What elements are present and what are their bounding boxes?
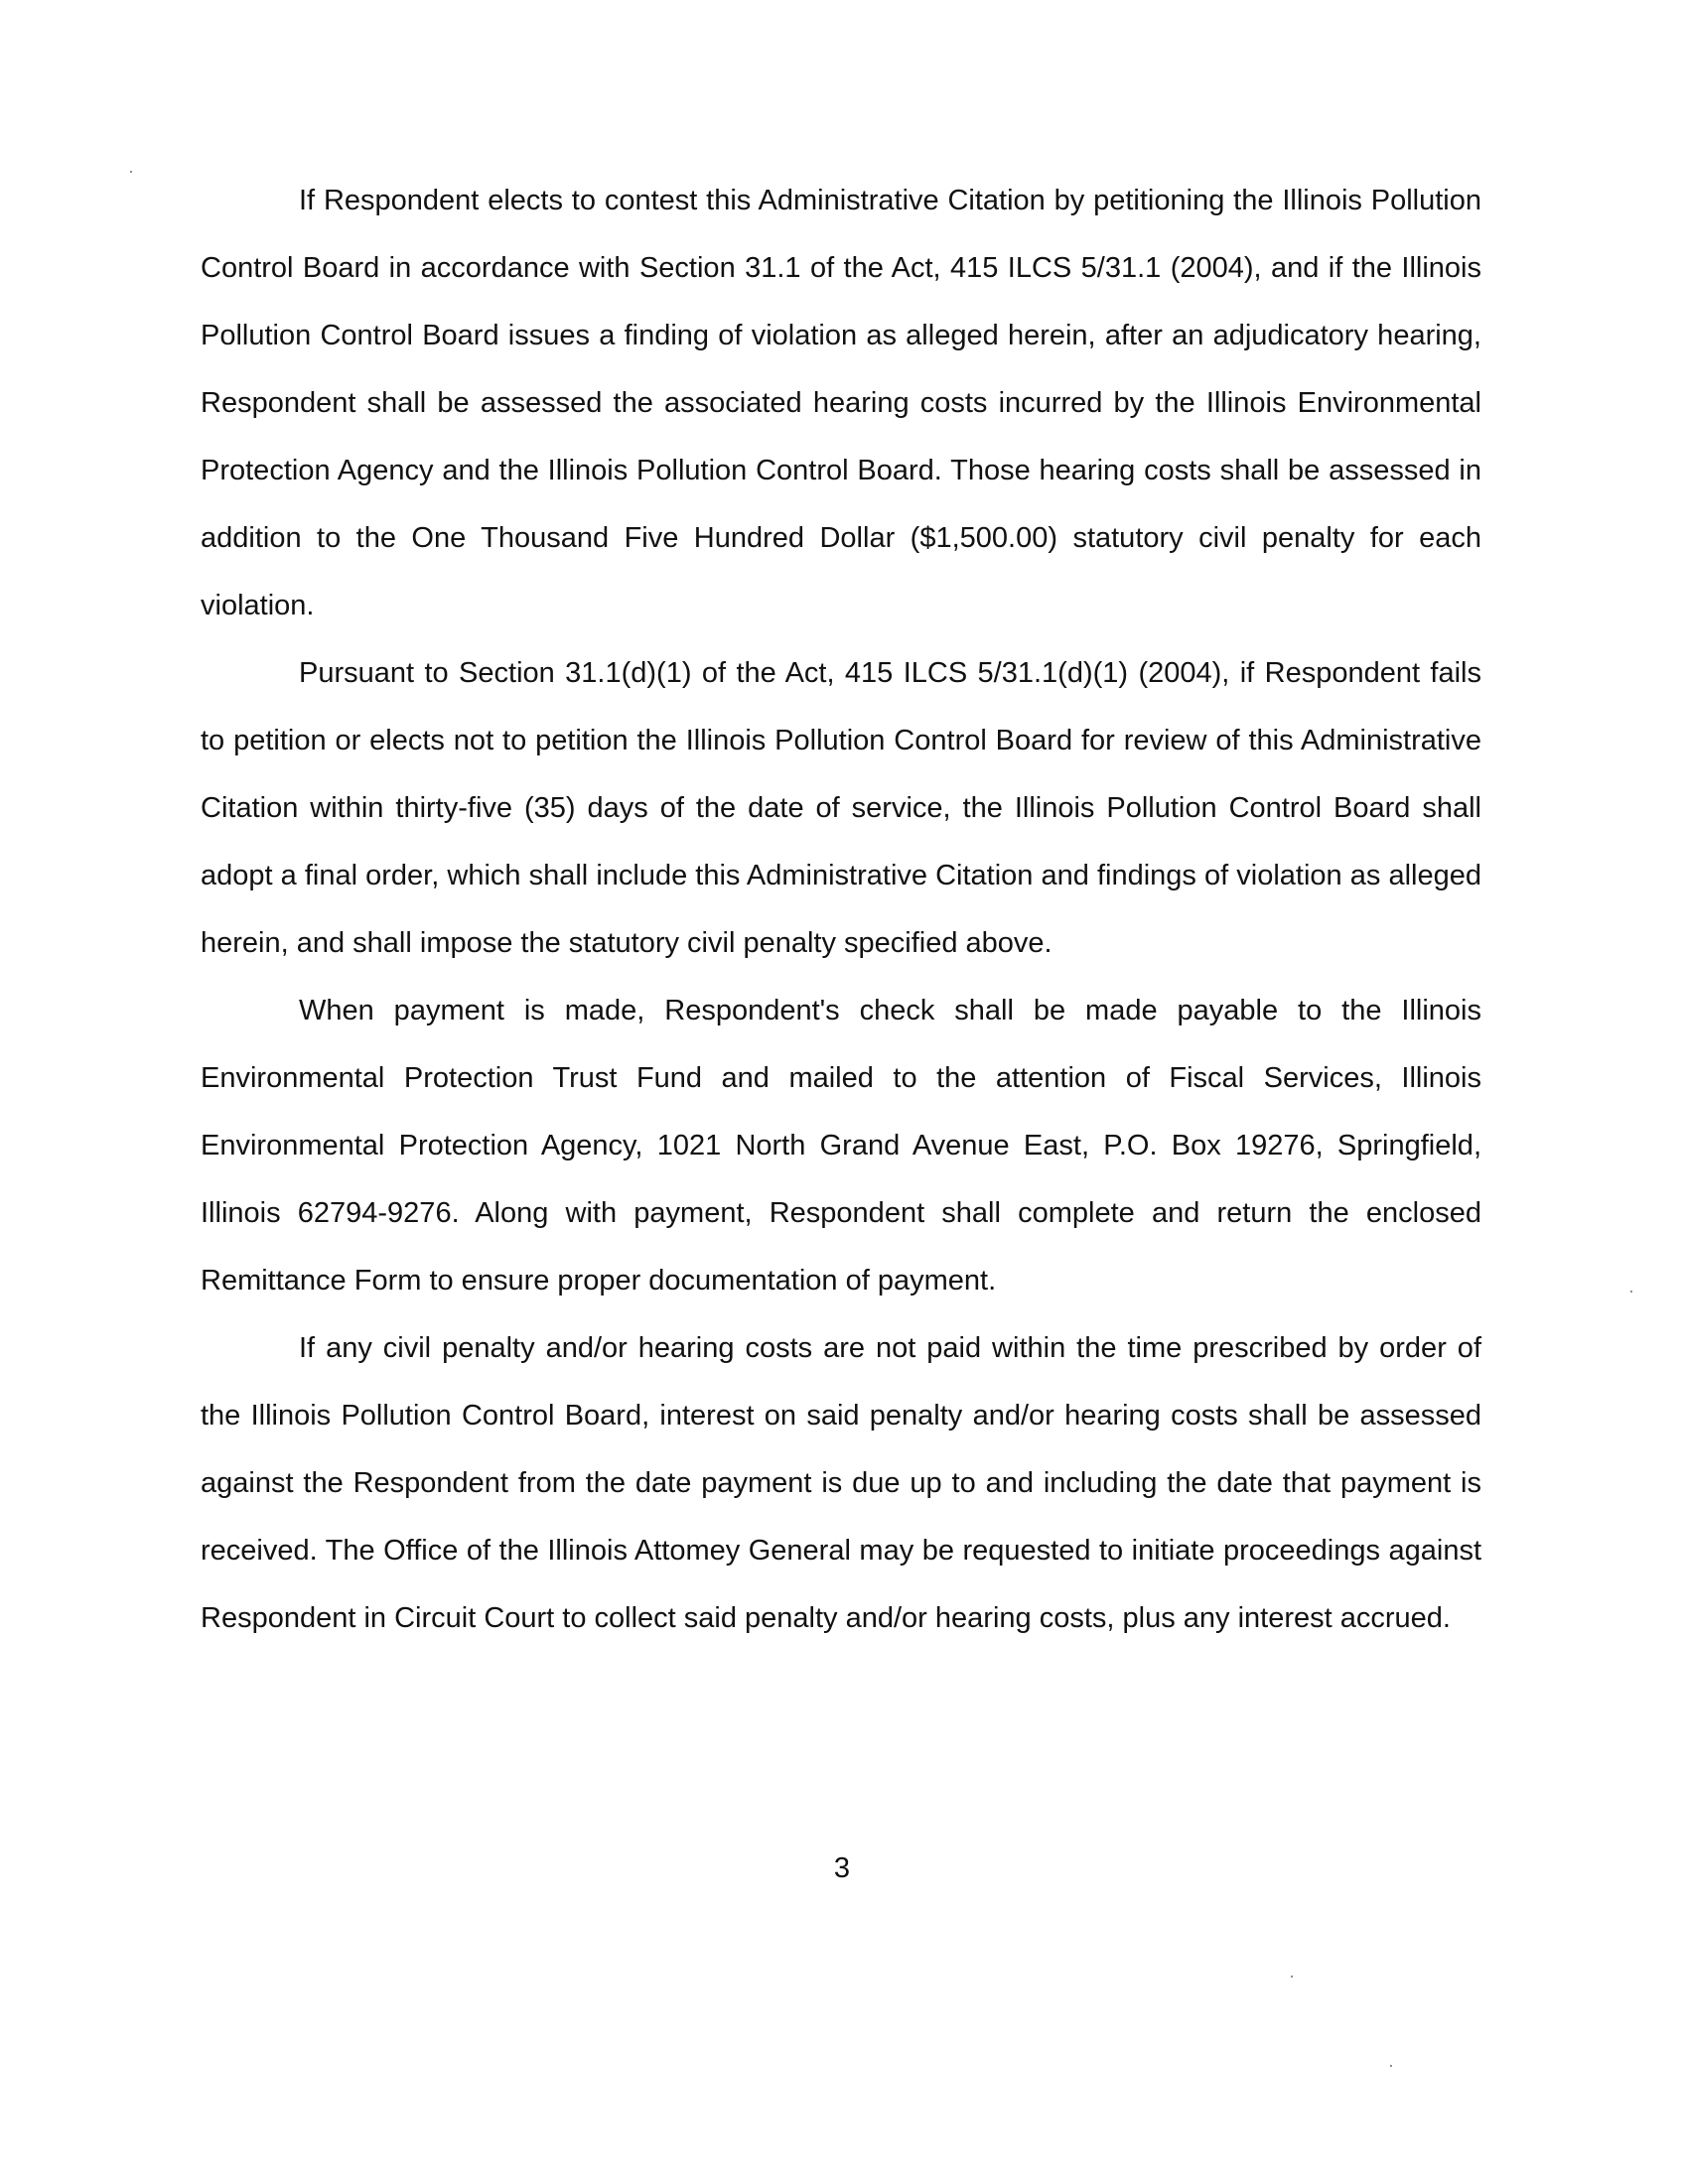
scan-speck: [1390, 2065, 1392, 2067]
paragraph-contest-citation: If Respondent elects to contest this Administrative Citation by petitioning the Illinois Pollution Control Board in accordance with Section 31.1 of the Act, 415 ILCS 5/31.1 (2004), and if the Illinois Pollution Control Board issues a finding of violation as alleged herein, after an adjudicatory hearing, Respondent shall be assessed the associated hearing costs incurred by the Illinois Environmental Protection Agency and the Illinois Pollution Control Board. Those hearing costs shall be assessed in addition to the One Thousand Five Hundred Dollar ($1,500.00) statutory civil penalty for each violation.: [201, 185, 1481, 621]
document-body: [201, 167, 1481, 1652]
paragraph-interest-on-penalty: If any civil penalty and/or hearing costs are not paid within the time prescribed by order of the Illinois Pollution Control Board, interest on said penalty and/or hearing costs shall be assessed against the Respondent from the date payment is due up to and including the date that payment is received. The Office of the Illinois Attomey General may be requested to initiate proceedings against Respondent in Circuit Court to collect said penalty and/or hearing costs, plus any interest accrued.: [201, 1332, 1481, 1634]
paragraph-payment-instructions: When payment is made, Respondent's check shall be made payable to the Illinois Environmental Protection Trust Fund and mailed to the attention of Fiscal Services, Illinois Environmental Protection Agency, 1021 North Grand Avenue East, P.O. Box 19276, Springfield, Illinois 62794-9276. Along with payment, Respondent shall complete and return the enclosed Remittance Form to ensure proper documentation of payment.: [201, 995, 1481, 1297]
paragraph-failure-to-petition: Pursuant to Section 31.1(d)(1) of the Act, 415 ILCS 5/31.1(d)(1) (2004), if Respondent fails to petition or elects not to petition the Illinois Pollution Control Board for review of this Administrative Citation within thirty-five (35) days of the date of service, the Illinois Pollution Control Board shall adopt a final order, which shall include this Administrative Citation and findings of violation as alleged herein, and shall impose the statutory civil penalty specified above.: [201, 657, 1481, 959]
scan-speck: [130, 171, 132, 173]
page-number: 3: [833, 1852, 851, 1884]
scan-speck: [1291, 1976, 1293, 1978]
scan-speck: [1630, 1291, 1632, 1293]
